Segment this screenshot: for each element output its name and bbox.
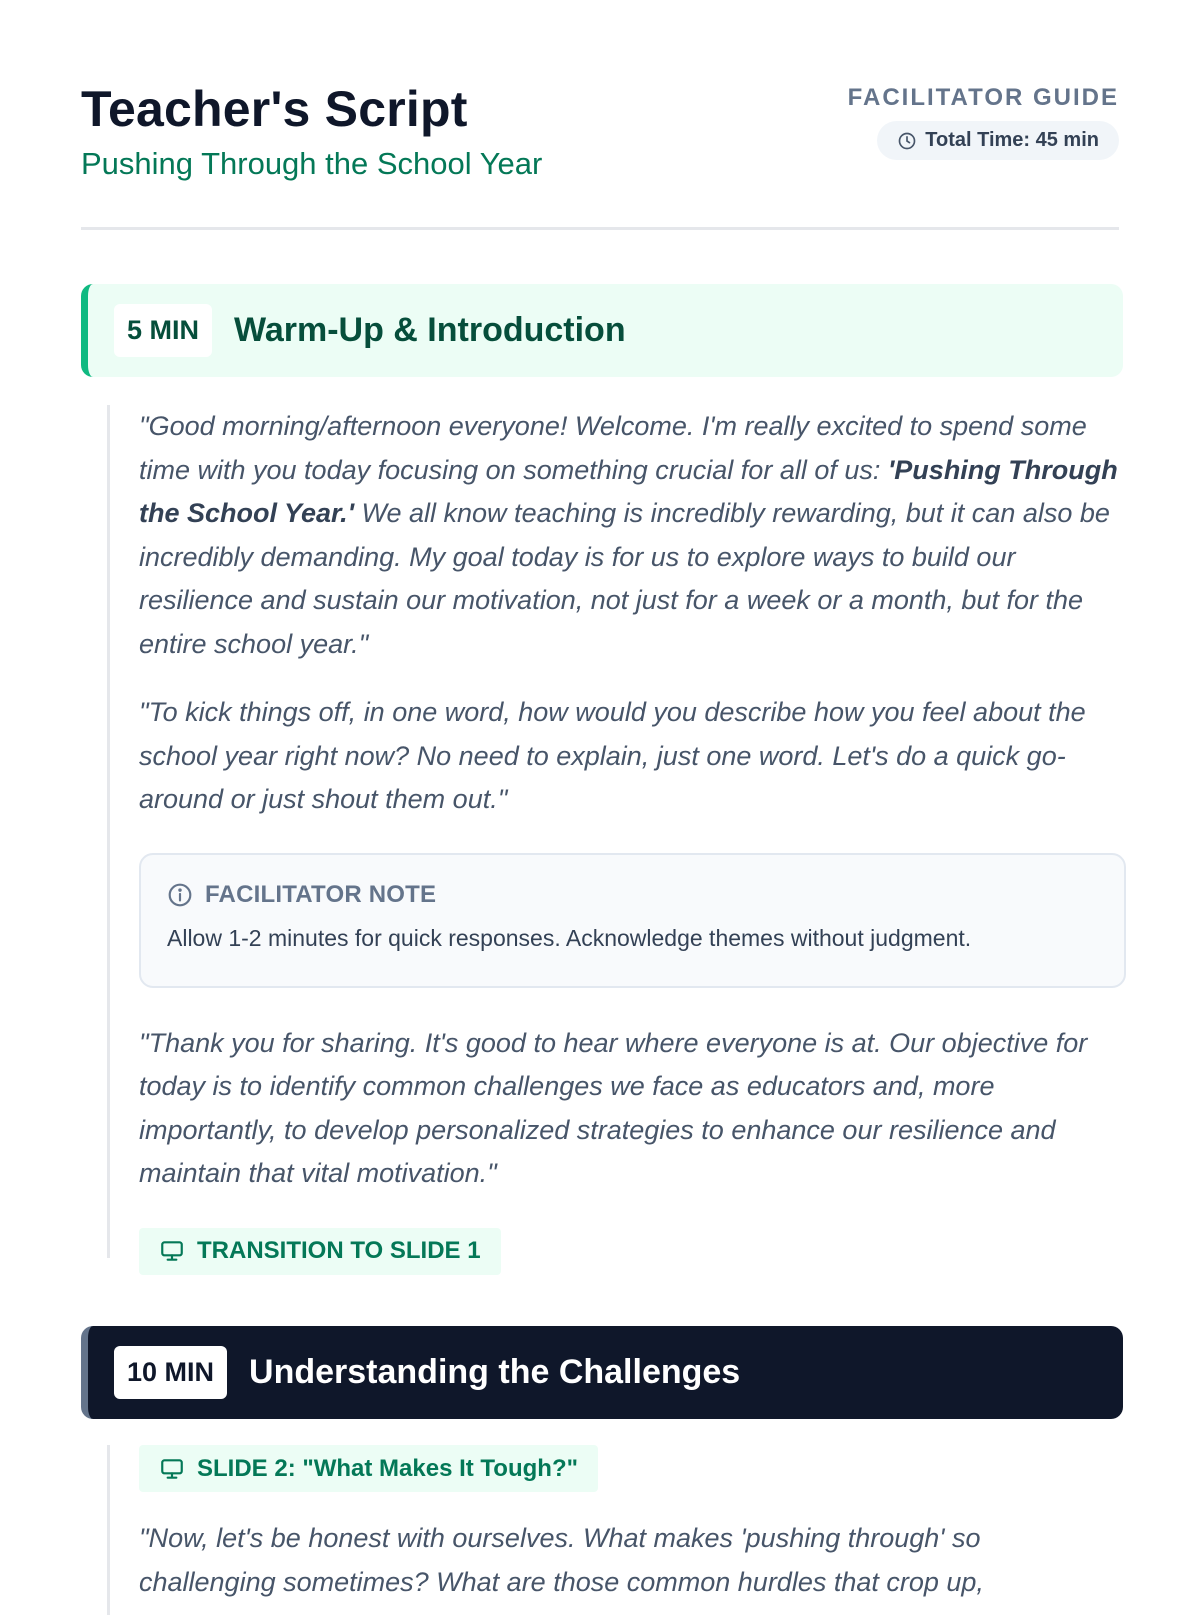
- slide-tag-label: SLIDE 2: "What Makes It Tough?": [197, 1454, 578, 1482]
- duration-badge: 5 MIN: [114, 304, 212, 357]
- guide-label: FACILITATOR GUIDE: [847, 84, 1119, 111]
- script-quote: "Now, let's be honest with ourselves. What makes 'pushing through' so challenging sometimes? What are those common hurdles that crop up,: [139, 1523, 984, 1597]
- quote-text: "Good morning/afternoon everyone! Welcome. I'm really excited to spend some time with you today focusing on something crucial for all of us:: [139, 411, 1087, 485]
- section-title: Understanding the Challenges: [249, 1353, 741, 1391]
- clock-icon: [897, 131, 917, 151]
- section-body-challenges: [107, 1445, 1123, 1615]
- section-header-warmup: [81, 284, 1123, 377]
- script-quote: "To kick things off, in one word, how would you describe how you feel about the school year right now? No need to explain, just one word. Let's do a quick go-around or just shout them out.": [139, 697, 1086, 814]
- note-header: [167, 881, 1098, 909]
- section-title: Warm-Up & Introduction: [234, 311, 626, 349]
- facilitator-note: [139, 853, 1126, 988]
- script-quote: [139, 405, 1123, 666]
- slide-tag: [139, 1445, 598, 1492]
- info-icon: [167, 882, 193, 908]
- page-subtitle: Pushing Through the School Year: [81, 146, 543, 181]
- slide-transition-tag: [139, 1228, 501, 1275]
- quote-text: We all know teaching is incredibly rewarding, but it can also be incredibly demanding. My goal today is for us to explore ways to build our resilience and sustain our motivation, not just for a week or a month, but for the entire school year.": [139, 498, 1110, 659]
- monitor-icon: [159, 1456, 185, 1482]
- section-header-challenges: [81, 1326, 1123, 1419]
- script-quote: "Thank you for sharing. It's good to hear where everyone is at. Our objective for today is to identify common challenges we face as educators and, more importantly, to develop personalized strategies to enhance our resilience and maintain that vital motivation.": [139, 1027, 1088, 1188]
- total-time-badge: [877, 121, 1119, 160]
- slide-tag-label: TRANSITION TO SLIDE 1: [197, 1237, 481, 1264]
- duration-badge: 10 MIN: [114, 1346, 227, 1399]
- page-title: Teacher's Script: [81, 81, 468, 137]
- quote-emphasis: 'Pushing Through the School Year.': [139, 454, 1118, 528]
- total-time-text: Total Time: 45 min: [925, 129, 1099, 151]
- note-label: FACILITATOR NOTE: [205, 880, 437, 908]
- header: [81, 0, 1119, 230]
- monitor-icon: [159, 1238, 185, 1264]
- section-body-warmup: [107, 405, 1123, 1264]
- note-text: Allow 1-2 minutes for quick responses. Acknowledge themes without judgment.: [167, 924, 972, 951]
